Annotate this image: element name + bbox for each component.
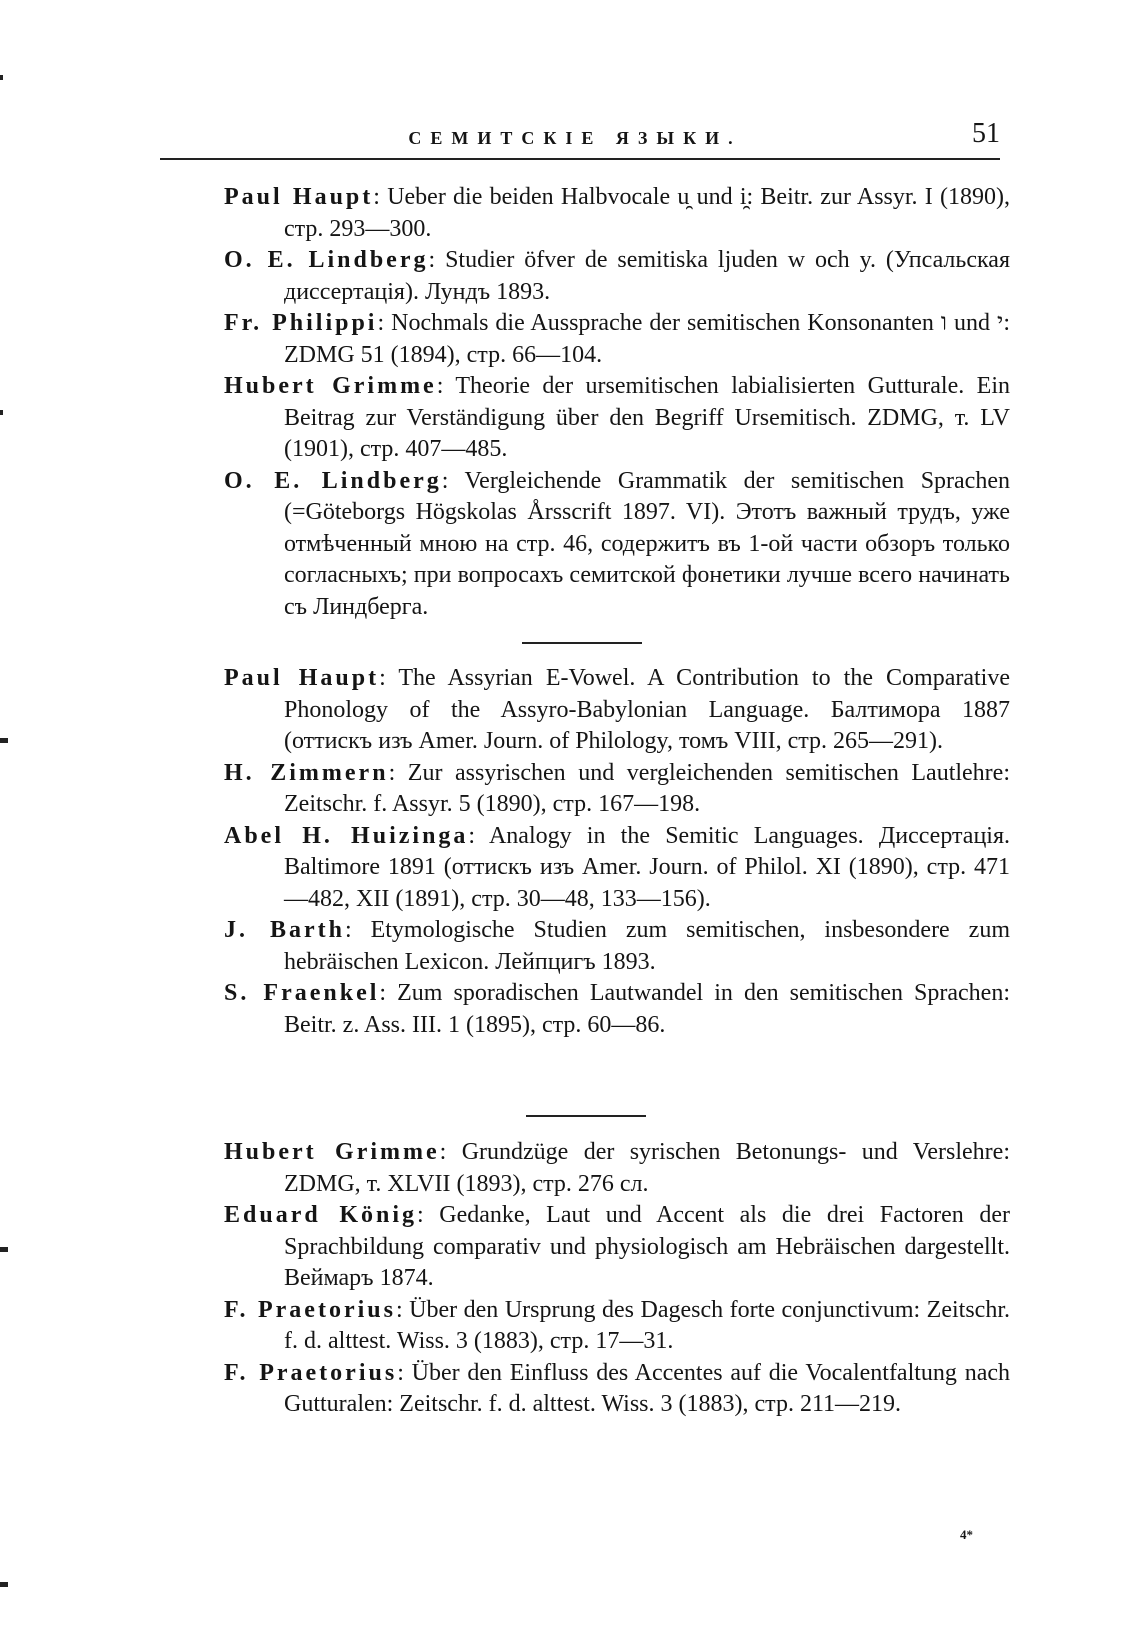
section-divider bbox=[526, 1115, 646, 1117]
entry-author: H. Zimmern bbox=[224, 759, 389, 786]
bibliography-section-2 bbox=[224, 663, 1010, 1041]
bibliography-entry bbox=[224, 308, 1010, 371]
entry-text: : Über den Einfluss des Accentes auf die Vocalentfaltung nach Gutturalen: Zeitschr. f. d. alttest. Wiss. 3 (1883), стр. 211—219. bbox=[284, 1359, 1010, 1417]
bibliography-section-1 bbox=[224, 182, 1010, 623]
entry-text: : The Assyrian E-Vowel. A Contribution to the Comparative Phonology of the Assyro-Babylonian Language. Балтимора 1887 (оттискъ изъ Amer. Journ. of Philology, томъ VIII, стр. 265—291). bbox=[284, 665, 1010, 754]
entry-text: : Analogy in the Semitic Languages. Диссертацiя. Baltimore 1891 (оттискъ изъ Amer. Journ. of Philol. XI (1890), стр. 471—482, XII (1891), стр. 30—48, 133—156). bbox=[284, 822, 1010, 912]
entry-text: : Zur assyrischen und vergleichenden semitischen Lautlehre: Zeitschr. f. Assyr. 5 (1890), стр. 167—198. bbox=[284, 759, 1010, 817]
entry-author: Abel H. Huizinga bbox=[224, 822, 469, 849]
margin-mark bbox=[0, 410, 3, 415]
entry-text: : Grundzüge der syrischen Betonungs- und Verslehre: ZDMG, т. XLVII (1893), стр. 276 сл. bbox=[284, 1139, 1010, 1197]
entry-text: : Zum sporadischen Lautwandel in den semitischen Sprachen: Beitr. z. Ass. III. 1 (1895), стр. 60—86. bbox=[284, 980, 1010, 1038]
entry-author: F. Praetorius bbox=[224, 1296, 396, 1323]
margin-mark bbox=[0, 1247, 8, 1252]
bibliography-entry bbox=[224, 466, 1010, 624]
bibliography-entry bbox=[224, 245, 1010, 308]
running-title: СЕМИТСКIЕ ЯЗЫКИ. bbox=[408, 128, 742, 148]
bibliography-entry bbox=[224, 1295, 1010, 1358]
entry-text: : Nochmals die Aussprache der semitischen Konsonanten ו und י: ZDMG 51 (1894), стр. 66—104. bbox=[284, 310, 1011, 368]
bibliography-section-3 bbox=[224, 1137, 1010, 1421]
entry-author: Paul Haupt bbox=[224, 184, 374, 210]
entry-author: Eduard König bbox=[224, 1202, 417, 1228]
margin-mark bbox=[0, 1582, 8, 1587]
entry-text: : Vergleichende Grammatik der semitischen Sprachen (=Göteborgs Högskolas Årsscrift 1897. VI). Этотъ важный трудъ, уже отмѣченный мною на стр. 46, содержитъ въ 1-ой части обзоръ только согласныхъ; при вопросахъ семитской фонетики лучше всего начинать съ Линдберга. bbox=[284, 467, 1010, 620]
bibliography-entry bbox=[224, 1358, 1010, 1421]
bibliography-entry bbox=[224, 821, 1010, 916]
entry-author: Hubert Grimme bbox=[224, 1139, 440, 1165]
entry-author: Fr. Philippi bbox=[224, 310, 378, 336]
entry-text: : Gedanke, Laut und Accent als die drei Factoren der Sprachbildung comparativ und physiologisch am Hebräischen dargestellt. Веймаръ 1874. bbox=[284, 1202, 1010, 1291]
entry-text: : Über den Ursprung des Dagesch forte conjunctivum: Zeitschr. f. d. alttest. Wiss. 3 (1883), стр. 17—31. bbox=[284, 1296, 1010, 1354]
signature-mark: 4* bbox=[960, 1527, 973, 1542]
entry-author: Paul Haupt bbox=[224, 665, 380, 691]
page-header bbox=[160, 118, 1000, 160]
entry-text: : Theorie der ursemitischen labialisierten Gutturale. Ein Beitrag zur Verständigung über den Begriff Ursemitisch. ZDMG, т. LV (1901), стр. 407—485. bbox=[284, 373, 1010, 462]
bibliography-entry bbox=[224, 758, 1010, 821]
bibliography-entry bbox=[224, 182, 1010, 245]
margin-mark bbox=[0, 738, 8, 743]
bibliography-entry bbox=[224, 1200, 1010, 1295]
entry-text: : Ueber die beiden Halbvocale u̯ und i̯: Beitr. zur Assyr. I (1890), стр. 293—300. bbox=[284, 184, 1011, 242]
section-divider bbox=[522, 642, 642, 644]
entry-text: : Studier öfver de semitiska ljuden w och y. (Упсальская диссертацiя). Лундъ 1893. bbox=[284, 247, 1010, 305]
entry-author: Hubert Grimme bbox=[224, 373, 437, 399]
entry-text: : Etymologische Studien zum semitischen, insbesondere zum hebräischen Lexicon. Лейпцигъ 1893. bbox=[284, 917, 1010, 975]
bibliography-entry bbox=[224, 1137, 1010, 1200]
entry-author: S. Fraenkel bbox=[224, 980, 380, 1006]
entry-author: F. Praetorius bbox=[224, 1359, 398, 1386]
entry-author: O. E. Lindberg bbox=[224, 467, 442, 494]
entry-author: O. E. Lindberg bbox=[224, 247, 429, 273]
entry-author: J. Barth bbox=[224, 917, 345, 943]
bibliography-entry bbox=[224, 371, 1010, 466]
page-number: 51 bbox=[972, 118, 1000, 149]
margin-mark bbox=[0, 75, 3, 80]
bibliography-entry bbox=[224, 915, 1010, 978]
bibliography-entry bbox=[224, 663, 1010, 758]
bibliography-entry bbox=[224, 978, 1010, 1041]
